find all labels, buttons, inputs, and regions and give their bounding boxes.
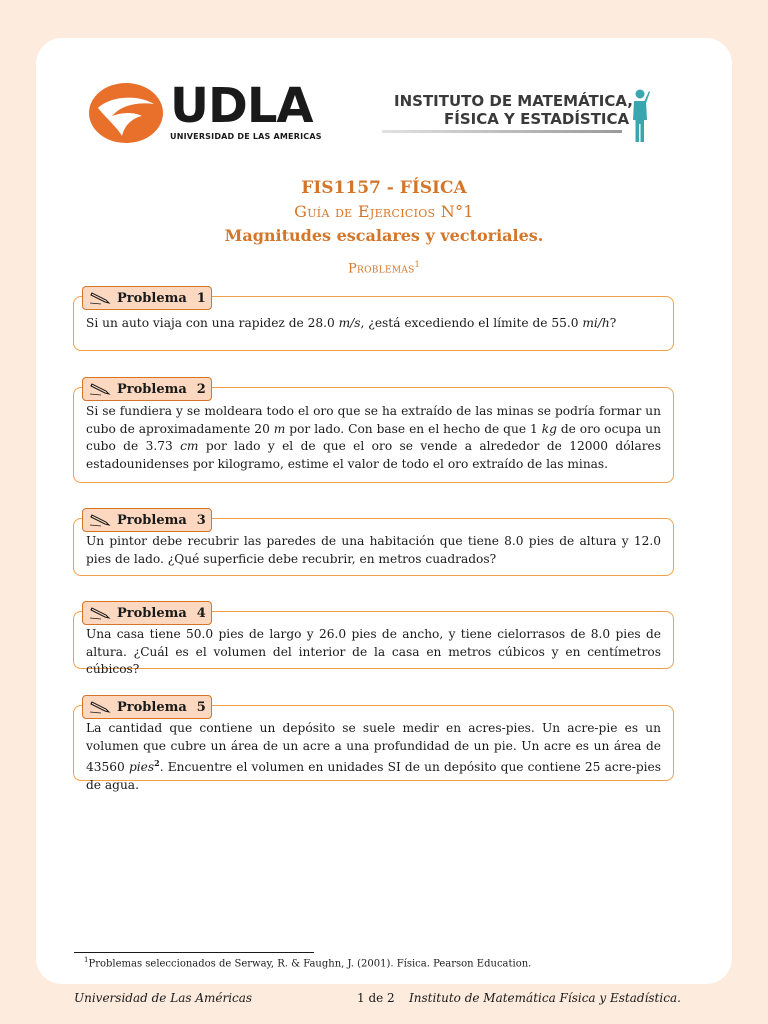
problem-number: 4: [196, 605, 206, 621]
guide-title: Guía de Ejercicios N°1: [294, 202, 474, 221]
section-footnote-mark: 1: [414, 260, 421, 269]
problem-box-4: Una casa tiene 50.0 pies de largo y 26.0 pies de ancho, y tiene cielorrasos de 8.0 pies de altura. ¿Cuál es el volumen del interior de la casa en metros cúbicos y en centímetros cúbicos?: [73, 611, 674, 669]
problem-box-5: La cantidad que contiene un depósito se suele medir en acres-pies. Un acre-pie es un volumen que cubre un área de un acre a una profundidad de un pie. Un acre es un área de 43560 pies$^2$. Encuentre el volumen en unidades SI de un depósito que contiene 25 acre-pies de agua.: [73, 705, 674, 781]
course-title: FIS1157 - FÍSICA: [301, 178, 467, 198]
problem-tab-2: [82, 377, 212, 401]
footnote-text: Problemas seleccionados de Serway, R. & Faughn, J. (2001). Física. Pearson Education.: [88, 958, 532, 970]
logo-subtitle: UNIVERSIDAD DE LAS AMERICAS: [170, 132, 322, 141]
section-title: [36, 260, 732, 276]
pencil-icon: [89, 291, 111, 305]
institute-line2: FÍSICA Y ESTADÍSTICA: [444, 110, 630, 128]
footer-institute: Instituto de Matemática Física y Estadística.: [409, 991, 681, 1005]
logo-text: UDLA: [170, 78, 313, 134]
problem-label: Problema: [117, 381, 187, 397]
section-label: Problemas: [347, 261, 415, 277]
problem-box-1: Si un auto viaja con una rapidez de 28.0 m/s, ¿está excediendo el límite de 55.0 mi/h?: [73, 296, 674, 351]
footnote-rule: [74, 952, 314, 953]
udla-logo: [88, 78, 322, 148]
pencil-icon: [89, 606, 111, 620]
problem-number: 3: [196, 512, 206, 528]
pencil-icon: [89, 382, 111, 396]
problem-label: Problema: [117, 605, 187, 621]
footer-page-number: 1 de 2: [357, 991, 395, 1005]
problem-tab-1: [82, 286, 212, 310]
problem-label: Problema: [117, 512, 187, 528]
topic-title: Magnitudes escalares y vectoriales.: [224, 226, 544, 245]
footnote: [84, 956, 531, 969]
problem-tab-4: [82, 601, 212, 625]
teacher-figure-icon: [628, 88, 650, 144]
footer-university: Universidad de Las Américas: [74, 991, 253, 1005]
problem-box-3: Un pintor debe recubrir las paredes de una habitación que tiene 8.0 pies de altura y 12.0 pies de lado. ¿Qué superficie debe recubrir, en metros cuadrados?: [73, 518, 674, 576]
problem-label: Problema: [117, 699, 187, 715]
problem-tab-3: [82, 508, 212, 532]
problem-box-2: Si se fundiera y se moldeara todo el oro que se ha extraído de las minas se podría formar un cubo de aproximadamente 20 m por lado. Con base en el hecho de que 1 kg de oro ocupa un cubo de 3.73 cm por lado y el de que el oro se vende a alrededor de 12000 dólares estadounidenses por kilogramo, estime el valor de todo el oro extraído de las minas.: [73, 387, 674, 483]
problem-tab-5: [82, 695, 212, 719]
problem-number: 1: [196, 290, 206, 306]
problem-number: 5: [196, 699, 206, 715]
page-card: [36, 38, 732, 984]
institute-bar: [382, 130, 622, 133]
problem-number: 2: [196, 381, 206, 397]
udla-swirl-icon: [88, 82, 164, 144]
footnote-mark: 1: [84, 956, 89, 964]
problem-label: Problema: [117, 290, 187, 306]
pencil-icon: [89, 700, 111, 714]
pencil-icon: [89, 513, 111, 527]
institute-line1: INSTITUTO DE MATEMÁTICA,: [394, 92, 633, 110]
institute-logo: [382, 88, 652, 148]
